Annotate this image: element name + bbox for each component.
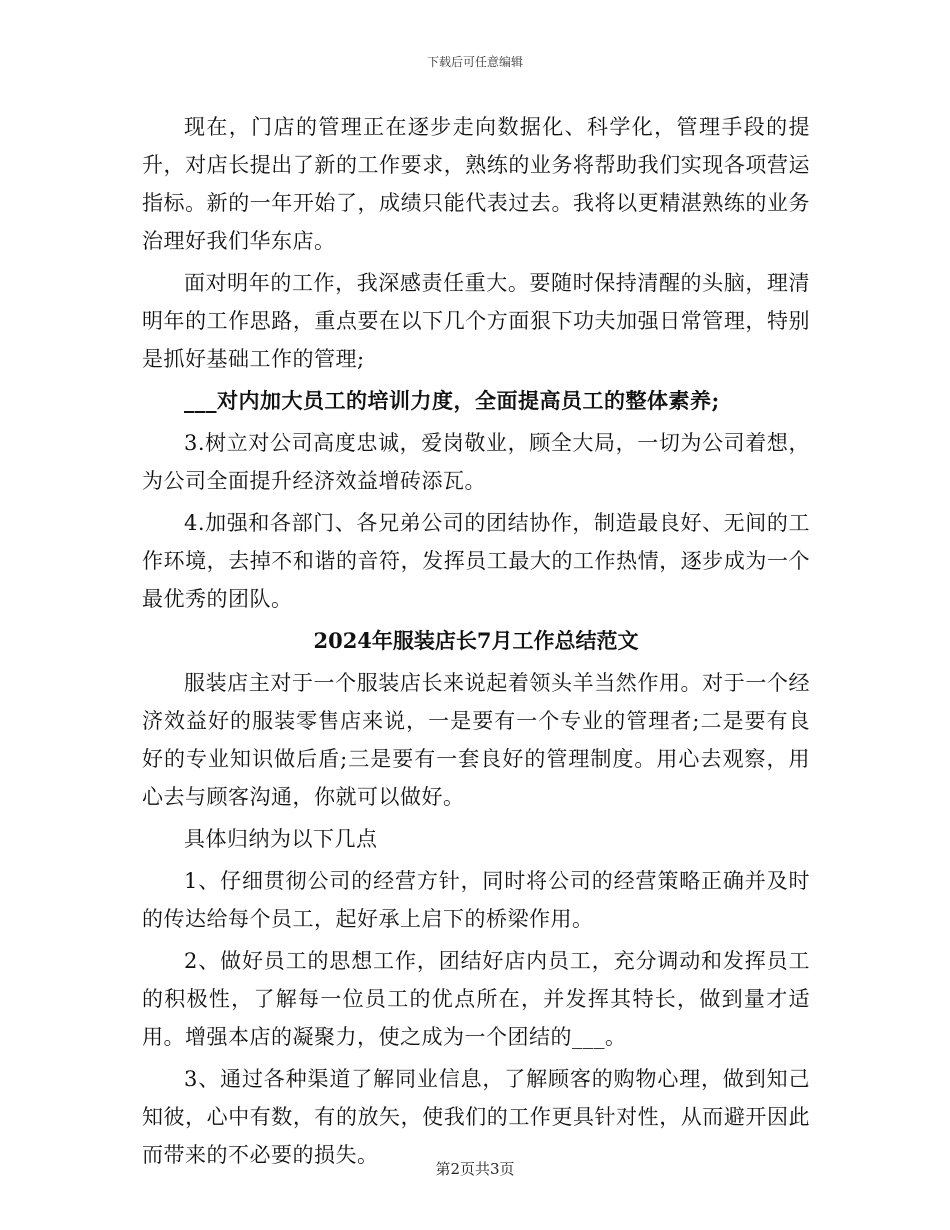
paragraph-2: 面对明年的工作，我深感责任重大。要随时保持清醒的头脑，理清明年的工作思路，重点要在以下几个方面狠下功夫加强日常管理，特别是抓好基础工作的管理; [142, 271, 810, 371]
page-footer: 第2页共3页 [435, 1160, 515, 1178]
document-body [142, 108, 810, 1178]
section-paragraph-3: 1、仔细贯彻公司的经营方针，同时将公司的经营策略正确并及时的传达给每个员工，起好承上启下的桥梁作用。 [142, 869, 810, 931]
paragraph-3-bold: ___对内加大员工的培训力度，全面提高员工的整体素养; [184, 388, 720, 413]
section-paragraph-4: 2、做好员工的思想工作，团结好店内员工，充分调动和发挥员工的积极性，了解每一位员工的优点所在，并发挥其特长，做到量才适用。增强本店的凝聚力，使之成为一个团结的___。 [142, 949, 810, 1049]
page-header: 下载后可任意编辑 [426, 55, 523, 69]
section-paragraph-1: 服装店主对于一个服装店长来说起着领头羊当然作用。对于一个经济效益好的服装零售店来说，一是要有一个专业的管理者;二是要有良好的专业知识做后盾;三是要有一套良好的管理制度。用心去观察，用心去与顾客沟通，你就可以做好。 [142, 671, 810, 809]
paragraph-5: 4.加强和各部门、各兄弟公司的团结协作，制造最良好、无间的工作环境，去掉不和谐的音符，发挥员工最大的工作热情，逐步成为一个最优秀的团队。 [142, 511, 810, 611]
paragraph-4: 3.树立对公司高度忠诚，爱岗敬业，顾全大局，一切为公司着想，为公司全面提升经济效益增砖添瓦。 [142, 431, 810, 493]
paragraph-1: 现在，门店的管理正在逐步走向数据化、科学化，管理手段的提升，对店长提出了新的工作要求，熟练的业务将帮助我们实现各项营运指标。新的一年开始了，成绩只能代表过去。我将以更精湛熟练的业务治理好我们华东店。 [142, 115, 810, 253]
section-paragraph-2: 具体归纳为以下几点 [184, 827, 378, 851]
section-title: 2024年服装店长7月工作总结范文 [313, 628, 639, 653]
section-paragraph-5: 3、通过各种渠道了解同业信息，了解顾客的购物心理，做到知己知彼，心中有数，有的放矢，使我们的工作更具针对性，从而避开因此而带来的不必要的损失。 [142, 1067, 810, 1167]
